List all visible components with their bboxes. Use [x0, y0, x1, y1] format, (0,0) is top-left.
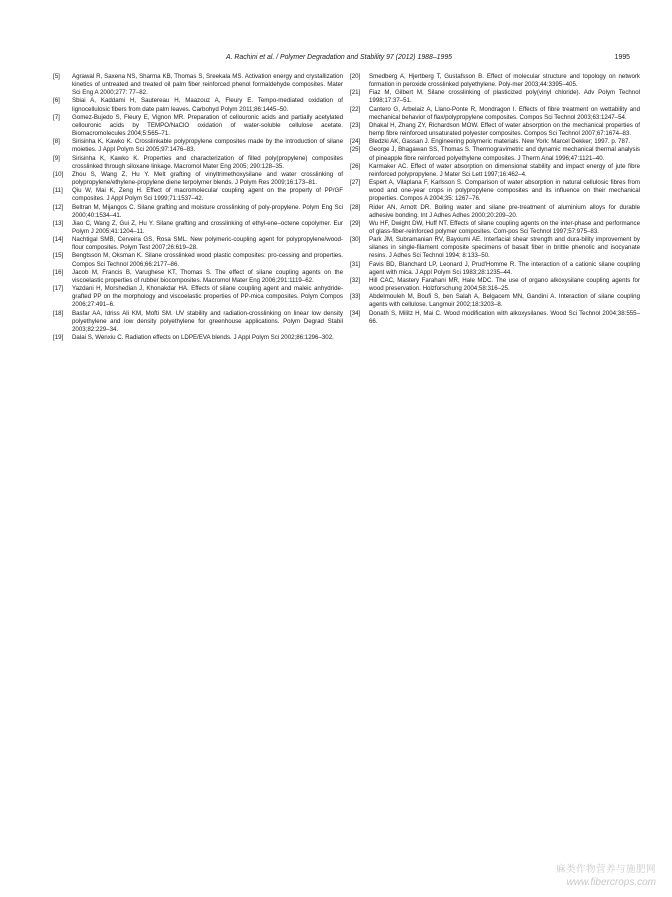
- reference-number: [28]: [350, 203, 361, 211]
- reference-text: Agrawal R, Saxena NS, Sharma KB, Thomas S, Sreekala MS. Activation energy and crystallization kinetics of untreated and treated oil palm fiber reinforced phenol formaldehyde composites. Mater Sci Eng A 2000;277: 77–82.: [72, 73, 343, 97]
- reference-number: [34]: [350, 309, 361, 317]
- reference-text: Zhou S, Wang Z, Hu Y. Melt grafting of vinyltrimethoxysilane and water crosslinking of polypropylene/ethylene-propylene diene terpolymer blends. J Polym Res 2009;16:173–81.: [72, 170, 343, 187]
- reference-text: Nachtigal SMB, Cerveira GS, Rosa SML. New polymeric-coupling agent for polypropylene/wood-flour composites. Polym Test 2007;26:619–28.: [72, 236, 343, 252]
- reference-number: [22]: [350, 105, 361, 113]
- reference-text: Donath S, Militz H, Mai C. Wood modification with alkoxysilanes. Wood Sci Technol 2004;38:555–66.: [369, 309, 640, 325]
- reference-entry: [350, 310, 640, 326]
- reference-entry: [350, 122, 640, 138]
- reference-entry: [53, 310, 343, 334]
- reference-entry: [53, 285, 343, 309]
- reference-text: Bengtsson M, Oksman K. Silane crosslinked wood plastic composites: pro-cessing and properties. Compos Sci Technol 2006;66:2177–86.: [72, 252, 343, 268]
- reference-text: Cantero G, Arbelaiz A, Llano-Ponte R, Mondragon I. Effects of fibre treatment on wettability and mechanical behavior of flax/polypropylene composites. Compos Sci Technol 2003;63:1247–54.: [369, 105, 640, 121]
- reference-entry: [350, 204, 640, 220]
- reference-text: Sbiai A, Kaddami H, Sautereau H, Maazouz A, Fleury E. Tempo-mediated oxidation of lignocellulosic fibers from date palm leaves. Carbohyd Polym 2011;86:1445–50.: [72, 97, 343, 113]
- reference-entry: [53, 155, 343, 171]
- reference-number: [9]: [53, 154, 60, 162]
- reference-entry: [350, 277, 640, 293]
- reference-entry: [350, 146, 640, 162]
- reference-entry: [53, 334, 343, 342]
- reference-number: [14]: [53, 236, 64, 244]
- reference-entry: [53, 97, 343, 113]
- reference-text: Qiu W, Mai K, Zeng H. Effect of macromolecular coupling agent on the property of PP/GF composites. J Appl Polym Sci 1999;71:1537–42.: [72, 187, 343, 203]
- reference-number: [31]: [350, 260, 361, 268]
- reference-number: [13]: [53, 219, 64, 227]
- reference-number: [33]: [350, 293, 361, 301]
- reference-text: Wu HF, Dwight DW, Huff NT. Effects of silane coupling agents on the inter-phase and performance of glass-fiber-reinforced polymer composites. Com-pos Sci Technol 1997;57:975–83.: [369, 219, 640, 235]
- reference-number: [10]: [53, 170, 64, 178]
- running-head: A. Rachini et al. / Polymer Degradation and Stability 97 (2012) 1988–1995: [226, 54, 452, 61]
- reference-number: [25]: [350, 146, 361, 154]
- reference-list-left-column: [53, 73, 343, 342]
- reference-text: Fiaz M, Gilbert M. Silane crosslinking of plasticized poly(vinyl chloride). Adv Polym Technol 1998;17:37–51.: [369, 89, 640, 105]
- reference-entry: [53, 204, 343, 220]
- watermark-url: www.fibercrops.com: [566, 877, 656, 888]
- reference-entry: [53, 269, 343, 285]
- reference-number: [15]: [53, 252, 64, 260]
- reference-number: [6]: [53, 97, 60, 105]
- reference-number: [20]: [350, 73, 361, 80]
- reference-text: Dhakal H, Zhang ZY, Richardson MOW. Effect of water absorption on the mechanical properties of hemp fibre reinforced unsaturated polyester composites. Compos Sci Technol 2007;67:1674–83.: [369, 121, 640, 138]
- reference-number: [26]: [350, 162, 361, 170]
- reference-text: Beltran M, Mijangos C. Silane grafting and moisture crosslinking of poly-propylene. Polym Eng Sci 2000;40:1534–41.: [72, 203, 343, 219]
- reference-text: Smedberg A, Hjertberg T, Gustafsson B. Effect of molecular structure and topology on network formation in peroxide crosslinked polyethylene. Poly-mer 2003;44:3395–405.: [369, 73, 640, 89]
- reference-text: Abdelmouleh M, Boufi S, ben Salah A, Belgacem MN, Gandini A. Interaction of silane coupling agents with cellulose. Langmuir 2002;18:3203–8.: [369, 293, 640, 309]
- reference-number: [23]: [350, 121, 361, 129]
- watermark-chinese-text: 麻类作物营养与施肥网: [555, 864, 656, 875]
- reference-entry: [53, 252, 343, 268]
- reference-number: [29]: [350, 219, 361, 227]
- reference-entry: [350, 89, 640, 105]
- reference-number: [27]: [350, 179, 361, 187]
- reference-number: [19]: [53, 334, 64, 341]
- reference-number: [12]: [53, 203, 64, 211]
- reference-number: [30]: [350, 236, 361, 244]
- reference-entry: [350, 261, 640, 277]
- reference-entry: [350, 236, 640, 260]
- reference-number: [18]: [53, 309, 64, 317]
- reference-text: Karmaker AC. Effect of water absorption on dimensional stability and impact energy of jute fibre reinforced polypropylene. J Mater Sci Lett 1997;16:462–4.: [369, 162, 640, 178]
- reference-number: [11]: [53, 187, 63, 195]
- reference-entry: [350, 73, 640, 89]
- reference-text: Dalai S, Wenxiu C. Radiation effects on LDPE/EVA blends. J Appl Polym Sci 2002;86:1296–302.: [72, 334, 334, 341]
- reference-text: Espert A, Vilaplana F, Karlsson S. Comparison of water absorption in natural cellulosic fibres from wood and one-year crops in polypropylene composites and its influence on their mechanical properties. Compos A 2004;35: 1267–76.: [369, 179, 640, 203]
- reference-entry: [350, 293, 640, 309]
- reference-number: [8]: [53, 138, 60, 146]
- reference-entry: [350, 138, 640, 146]
- reference-text: Jacob M, Francis B, Varughese KT, Thomas S. The effect of silane coupling agents on the viscoelastic properties of rubber biocomposites. Macromol Mater Eng 2006;291:1119–62.: [72, 268, 343, 284]
- reference-number: [32]: [350, 276, 361, 284]
- reference-entry: [53, 236, 343, 252]
- reference-text: Sirisinha K, Kawko K. Properties and characterization of filled poly(propylene) composites crosslinked through siloxane linkage. Macromol Mater Eng 2005; 290:128–35.: [72, 154, 343, 170]
- reference-number: [16]: [53, 268, 64, 276]
- reference-text: Park JM, Subramanian RV, Bayoumi AE. Interfacial shear strength and dura-bility improvement by silanes in single-filament composite specimens of basalt fiber in brittle phenolic and isocyanate resins. J Adhes Sci Technol 1994; 8:133–50.: [369, 236, 640, 260]
- reference-entry: [350, 179, 640, 203]
- reference-entry: [53, 220, 343, 236]
- reference-text: Basfar AA, Idriss Ali KM, Mofti SM. UV stability and radiation-crosslinking on linear low density polyethylene and low density polyethylene for greenhouse applications. Polym Degrad Stabil 2003;82:229–34.: [72, 309, 343, 333]
- reference-number: [21]: [350, 89, 361, 97]
- reference-entry: [350, 163, 640, 179]
- reference-number: [7]: [53, 113, 60, 121]
- reference-list-right-column: [350, 73, 640, 326]
- reference-text: Sirisinha K, Kawko K. Crosslinkable polypropylene composites made by the introduction of silane moieties. J Appl Polym Sci 2005;97:1476–83.: [72, 138, 343, 154]
- reference-text: Rider AN, Arnott DR. Boiling water and silane pre-treatment of aluminium alloys for durable adhesive bonding. Int J Adhes Adhes 2000;20:209–20.: [369, 203, 640, 219]
- reference-text: Bledzki AK, Gassan J. Engineering polymeric materials. New York: Marcel Dekker; 1997. p. 787.: [369, 138, 631, 146]
- reference-entry: [53, 187, 343, 203]
- reference-text: Favis BD, Blanchard LP, Leonard J, Prud'Homme R. The interaction of a cationic silane coupling agent with mica. J Appl Polym Sci 1983;28:1235–44.: [369, 260, 640, 276]
- reference-number: [17]: [53, 285, 64, 293]
- reference-entry: [53, 114, 343, 138]
- reference-text: Jiao C, Wang Z, Gui Z, Hu Y. Silane grafting and crosslinking of ethyl-ene–octene copolymer. Eur Polym J 2005;41:1204–11.: [72, 219, 343, 235]
- reference-text: Yazdani H, Morshedian J, Khonakdar HA. Effects of silane coupling agent and maleic anhydride-grafted PP on the morphology and viscoelastic properties of PP-mica composites. Polym Compos 2006;27:491–6.: [72, 285, 343, 309]
- reference-entry: [53, 138, 343, 154]
- watermark: [556, 863, 656, 889]
- page-number: 1995: [614, 54, 630, 61]
- reference-entry: [53, 73, 343, 97]
- reference-number: [5]: [53, 73, 60, 80]
- reference-entry: [350, 106, 640, 122]
- reference-entry: [53, 171, 343, 187]
- reference-number: [24]: [350, 138, 361, 146]
- page-header: [48, 51, 630, 65]
- reference-text: Gomez-Bujedo S, Fleury E, Vignon MR. Preparation of cellouronic acids and partially acetylated cellouronic acids by TEMPO/NaClO oxidation of water-soluble cellulose acetate. Biomacromolecules 2004;5:565–71.: [72, 113, 343, 138]
- reference-entry: [350, 220, 640, 236]
- reference-text: George J, Bhagawan SS, Thomas S. Thermogravimetric and dynamic mechanical thermal analysis of pineapple fibre reinforced polyethylene composites. J Therm Anal 1996;47:1121–40.: [369, 146, 640, 162]
- reference-text: Hill CAC, Mastery Farahani MR, Hale MDC. The use of organo alkoxysilane coupling agents for wood preservation. Holzforschung 2004;58:316–25.: [369, 276, 640, 293]
